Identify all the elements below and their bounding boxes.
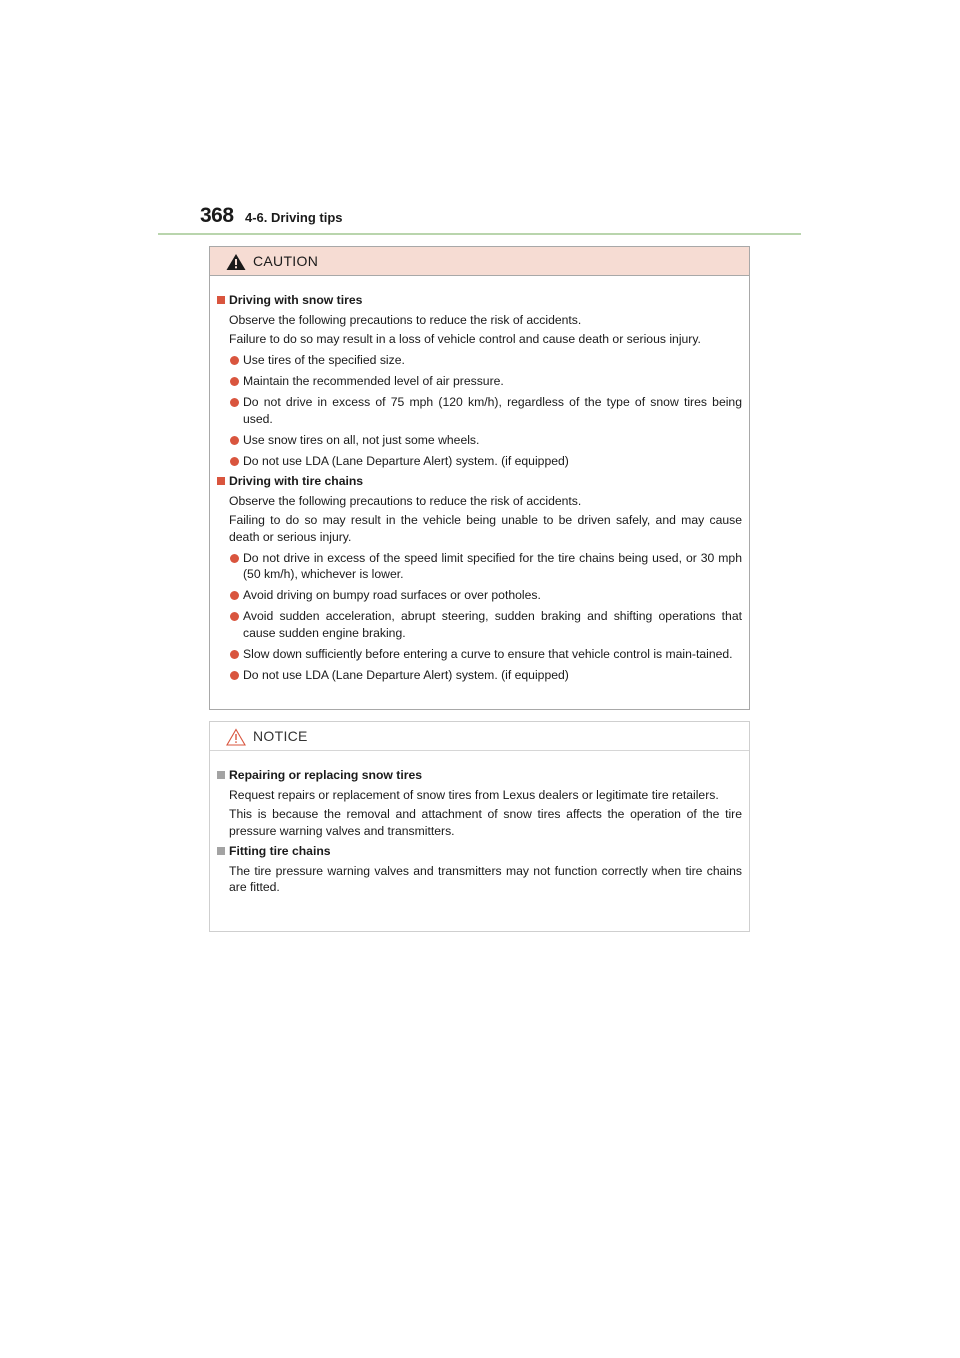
notice-body: [210, 751, 749, 896]
circle-bullet-icon: [230, 377, 239, 386]
section-heading: [217, 843, 742, 860]
caution-header: [210, 247, 749, 276]
circle-bullet-icon: [230, 650, 239, 659]
list-item-text: Slow down sufficiently before entering a curve to ensure that vehicle control is main-tained.: [243, 646, 733, 661]
list-item: [217, 453, 742, 470]
header-rule: [158, 233, 801, 235]
circle-bullet-icon: [230, 398, 239, 407]
square-bullet-icon: [217, 477, 225, 485]
list-item: [217, 550, 742, 583]
warning-triangle-outline-icon: [226, 728, 246, 746]
section-heading-text: Repairing or replacing snow tires: [229, 768, 423, 782]
paragraph: Observe the following precautions to reduce the risk of accidents.: [229, 312, 582, 327]
list-item-text: Use snow tires on all, not just some wheels.: [243, 432, 480, 447]
paragraph: This is because the removal and attachment of snow tires affects the operation of the tire pressure warning valves and transmitters.: [229, 807, 742, 838]
warning-triangle-filled-icon: [226, 253, 246, 271]
list-item-text: Do not use LDA (Lane Departure Alert) system. (if equipped): [243, 453, 569, 468]
list-item: [217, 587, 742, 604]
page-header: [200, 203, 800, 233]
circle-bullet-icon: [230, 554, 239, 563]
circle-bullet-icon: [230, 356, 239, 365]
list-item-text: Do not drive in excess of 75 mph (120 km/h), regardless of the type of snow tires being used.: [243, 395, 742, 426]
list-item: [217, 394, 742, 427]
list-item: [217, 352, 742, 369]
list-item: [217, 667, 742, 684]
paragraph: Failing to do so may result in the vehicle being unable to be driven safely, and may cause death or serious injury.: [229, 513, 742, 544]
square-bullet-icon: [217, 296, 225, 304]
notice-box: [209, 721, 750, 932]
section-heading: [217, 473, 742, 490]
list-item-text: Avoid sudden acceleration, abrupt steering, sudden braking and shifting operations that cause sudden engine braking.: [243, 609, 742, 640]
circle-bullet-icon: [230, 612, 239, 621]
list-item-text: Do not drive in excess of the speed limit specified for the tire chains being used, or 30 mph (50 km/h), whichever is lower.: [243, 550, 742, 581]
page-number: 368: [200, 204, 234, 227]
notice-header: [210, 722, 749, 751]
square-bullet-icon: [217, 847, 225, 855]
circle-bullet-icon: [230, 436, 239, 445]
section-heading-text: Driving with tire chains: [229, 474, 364, 488]
caution-label: CAUTION: [253, 253, 319, 269]
section-heading-text: Fitting tire chains: [229, 844, 331, 858]
circle-bullet-icon: [230, 457, 239, 466]
circle-bullet-icon: [230, 671, 239, 680]
section-title: 4-6. Driving tips: [245, 210, 343, 225]
list-item-text: Avoid driving on bumpy road surfaces or over potholes.: [243, 588, 541, 602]
list-item: [217, 373, 742, 390]
list-item-text: Use tires of the specified size.: [243, 353, 405, 367]
section-heading: [217, 767, 742, 784]
section-heading: [217, 292, 742, 309]
list-item-text: Maintain the recommended level of air pressure.: [243, 374, 504, 388]
section-heading-text: Driving with snow tires: [229, 293, 363, 307]
list-item: [217, 432, 742, 449]
notice-label: NOTICE: [253, 728, 308, 744]
paragraph: The tire pressure warning valves and transmitters may not function correctly when tire chains are fitted.: [229, 863, 742, 894]
paragraph: Observe the following precautions to reduce the risk of accidents.: [229, 493, 582, 508]
paragraph: Request repairs or replacement of snow tires from Lexus dealers or legitimate tire retailers.: [229, 787, 719, 802]
paragraph: Failure to do so may result in a loss of vehicle control and cause death or serious injury.: [229, 332, 701, 346]
list-item: [217, 646, 742, 663]
list-item-text: Do not use LDA (Lane Departure Alert) system. (if equipped): [243, 667, 569, 682]
circle-bullet-icon: [230, 591, 239, 600]
caution-box: [209, 246, 750, 710]
list-item: [217, 608, 742, 641]
square-bullet-icon: [217, 771, 225, 779]
caution-body: [210, 276, 749, 683]
